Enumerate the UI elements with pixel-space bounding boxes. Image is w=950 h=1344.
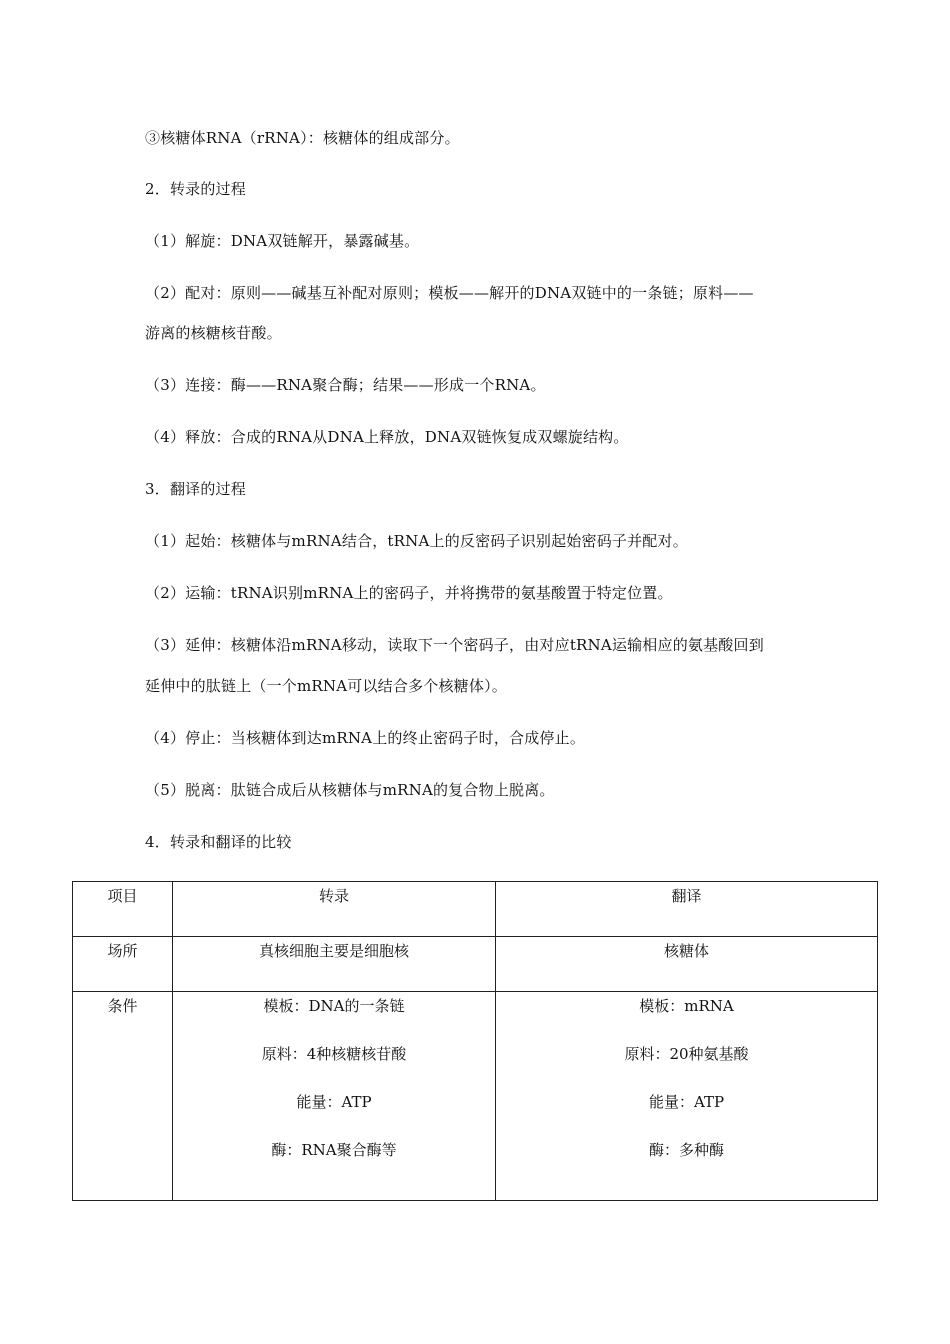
paragraph-initiation: （1）起始：核糖体与mRNA结合，tRNA上的反密码子识别起始密码子并配对。 xyxy=(145,532,688,550)
heading-comparison: 4．转录和翻译的比较 xyxy=(145,833,292,851)
header-item: 项目 xyxy=(107,887,138,905)
paragraph-elongation-cont: 延伸中的肽链上（一个mRNA可以结合多个核糖体）。 xyxy=(145,677,507,695)
heading-transcription-process: 2．转录的过程 xyxy=(145,180,246,198)
place-label: 场所 xyxy=(107,942,138,960)
transcription-template: 模板：DNA的一条链 xyxy=(263,997,405,1015)
paragraph-linking: （3）连接：酶——RNA聚合酶；结果——形成一个RNA。 xyxy=(145,376,546,394)
translation-enzyme: 酶：多种酶 xyxy=(648,1141,724,1159)
table-row-conditions xyxy=(73,992,878,1201)
table-header-row xyxy=(73,882,878,937)
paragraph-transport: （2）运输：tRNA识别mRNA上的密码子，并将携带的氨基酸置于特定位置。 xyxy=(145,584,673,602)
paragraph-pairing-cont: 游离的核糖核苷酸。 xyxy=(145,324,282,342)
place-translation: 核糖体 xyxy=(663,942,709,960)
heading-translation-process: 3．翻译的过程 xyxy=(145,480,246,498)
paragraph-release: （4）释放：合成的RNA从DNA上释放，DNA双链恢复成双螺旋结构。 xyxy=(145,428,629,446)
translation-material: 原料：20种氨基酸 xyxy=(624,1045,749,1063)
transcription-energy: 能量：ATP xyxy=(296,1093,372,1111)
table-row-place xyxy=(73,937,878,992)
translation-template: 模板：mRNA xyxy=(639,997,734,1015)
comparison-table xyxy=(72,881,878,1201)
paragraph-pairing: （2）配对：原则——碱基互补配对原则；模板——解开的DNA双链中的一条链；原料—— xyxy=(145,284,754,302)
paragraph-detachment: （5）脱离：肽链合成后从核糖体与mRNA的复合物上脱离。 xyxy=(145,781,555,799)
paragraph-rrna: ③核糖体RNA（rRNA）：核糖体的组成部分。 xyxy=(145,129,460,147)
place-transcription: 真核细胞主要是细胞核 xyxy=(258,942,409,960)
transcription-enzyme: 酶：RNA聚合酶等 xyxy=(271,1141,397,1159)
transcription-material: 原料：4种核糖核苷酸 xyxy=(261,1045,407,1063)
paragraph-termination: （4）停止：当核糖体到达mRNA上的终止密码子时，合成停止。 xyxy=(145,729,586,747)
conditions-label: 条件 xyxy=(107,997,138,1015)
header-transcription: 转录 xyxy=(318,887,349,905)
paragraph-elongation: （3）延伸：核糖体沿mRNA移动，读取下一个密码子，由对应tRNA运输相应的氨基酸回到 xyxy=(145,636,764,654)
translation-energy: 能量：ATP xyxy=(648,1093,725,1111)
paragraph-unwinding: （1）解旋：DNA双链解开，暴露碱基。 xyxy=(145,232,420,250)
header-translation: 翻译 xyxy=(671,887,702,905)
